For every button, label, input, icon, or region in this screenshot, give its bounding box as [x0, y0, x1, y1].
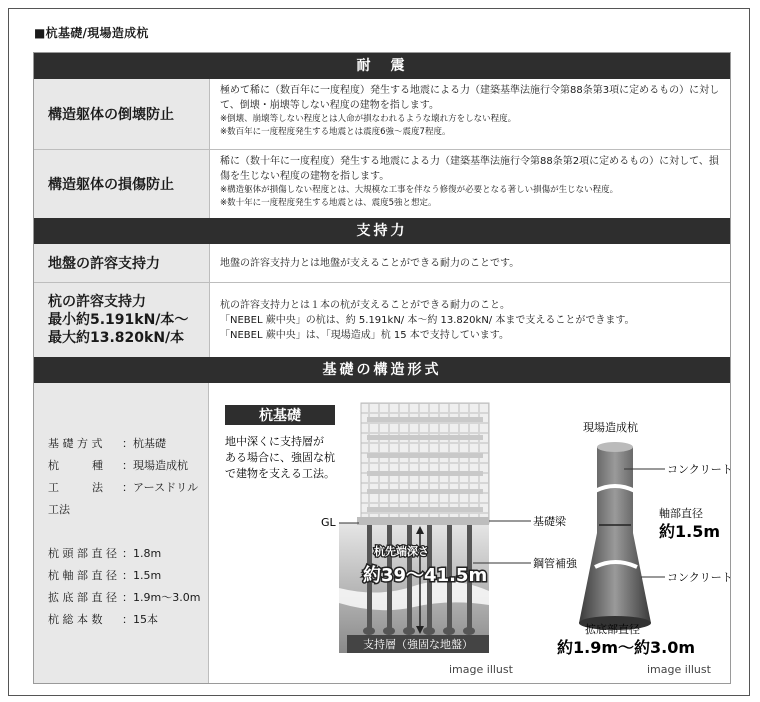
- desc-line: 極めて稀に（数百年に一度程度）発生する地震による力（建築基準法施行令第88条第3項に定めるもの）に対して、倒壊・崩壊等しない程度の建物を指します。: [220, 85, 720, 111]
- foundation-illustration: [209, 383, 730, 683]
- concrete-label-top: コンクリート: [667, 463, 730, 476]
- support-layer-label: 支持層（強固な地盤）: [363, 638, 473, 651]
- table-row: [34, 79, 730, 149]
- spec-item: 杭 頭 部 直 径 ：1.8m: [48, 547, 162, 560]
- gl-label: GL: [321, 516, 336, 529]
- row-description: [210, 244, 730, 282]
- row-description: [210, 79, 730, 149]
- spec-table: [33, 52, 731, 684]
- shaft-value: 約1.5m: [659, 522, 721, 541]
- desc-note: ※倒壊、崩壊等しない程度とは人命が損なわれるような壊れ方をしない程度。: [220, 114, 517, 124]
- row-label: 構造躯体の倒壊防止: [34, 79, 210, 149]
- table-row: [34, 282, 730, 357]
- steel-label: 鋼管補強: [533, 557, 577, 570]
- shaft-label: 軸部直径: [659, 507, 703, 520]
- desc-note: ※数十年に一度程度発生する地震とは、震度5強と想定。: [220, 198, 437, 208]
- caption-line: ある場合に、強固な杭: [225, 451, 335, 464]
- row-label-line: 最小約5.191kN/本～: [48, 312, 189, 328]
- spec-item: 工 法 ：アースドリル工法: [48, 481, 199, 516]
- row-description: [210, 283, 730, 357]
- desc-line: 稀に（数十年に一度程度）発生する地震による力（建築基準法施行令第88条第2項に定めるもの）に対して、損傷を生じない程度の建物を指します。: [220, 156, 719, 182]
- desc-line: 「NEBEL 蕨中央」の杭は、約 5.191kN/ 本～約 13.820kN/ 本まで支えることができます。: [220, 314, 635, 326]
- desc-note: ※数百年に一度程度発生する地震とは震度6強～震度7程度。: [220, 127, 451, 137]
- spec-item: 杭 総 本 数 ：15本: [48, 613, 158, 626]
- section-header-taishin: 耐 震: [34, 53, 730, 79]
- image-illust-note: image illust: [647, 663, 711, 676]
- base-label: 拡底部直径: [585, 623, 640, 636]
- row-label: 地盤の許容支持力: [34, 244, 210, 282]
- depth-label: 杭先端深さ: [374, 545, 429, 558]
- caption-line: 地中深くに支持層が: [225, 435, 324, 448]
- badge-label: 杭基礎: [259, 408, 301, 424]
- row-label-line: 杭の許容支持力: [48, 294, 146, 310]
- page-title: ■杭基礎/現場造成杭: [34, 26, 149, 40]
- table-row: [34, 149, 730, 218]
- table-row: [34, 244, 730, 282]
- section-header-kouzo: 基礎の構造形式: [34, 357, 730, 383]
- row-label: 構造躯体の損傷防止: [34, 150, 210, 218]
- base-value: 約1.9m～約3.0m: [557, 638, 696, 657]
- spec-item: 基 礎 方 式 ：杭基礎: [48, 437, 166, 450]
- spec-item: 杭 軸 部 直 径 ：1.5m: [48, 569, 162, 582]
- caption-line: で建物を支える工法。: [225, 467, 335, 480]
- concrete-label-bottom: コンクリート: [667, 571, 730, 584]
- pile-title: 現場造成杭: [583, 421, 638, 434]
- spec-item: 杭 種 ：現場造成杭: [48, 459, 188, 472]
- row-label: [34, 283, 210, 357]
- row-label-line: 最大約13.820kN/本: [48, 330, 185, 346]
- section-header-shijiryoku: 支持力: [34, 218, 730, 244]
- spec-item: 拡 底 部 直 径 ：1.9m～3.0m: [48, 591, 201, 604]
- desc-line: 地盤の許容支持力とは地盤が支えることができる耐力のことです。: [220, 257, 520, 269]
- spec-list: [34, 383, 209, 683]
- foundation-diagram: [209, 383, 730, 683]
- depth-value: 約39～41.5m: [363, 565, 488, 586]
- structure-row: [34, 383, 730, 683]
- beam-label: 基礎梁: [533, 515, 566, 528]
- foundation-beam: [357, 517, 489, 525]
- single-pile: [579, 447, 651, 623]
- desc-line: 「NEBEL 蕨中央」は、「現場造成」杭 15 本で支持しています。: [220, 329, 510, 341]
- row-description: [210, 150, 730, 218]
- desc-note: ※構造躯体が損傷しない程度とは、大規模な工事を伴なう修復が必要となる著しい損傷が生じない程度。: [220, 185, 619, 195]
- spec-spacer: [48, 521, 208, 543]
- image-illust-note: image illust: [449, 663, 513, 676]
- desc-line: 杭の許容支持力とは１本の杭が支えることができる耐力のこと。: [220, 299, 510, 311]
